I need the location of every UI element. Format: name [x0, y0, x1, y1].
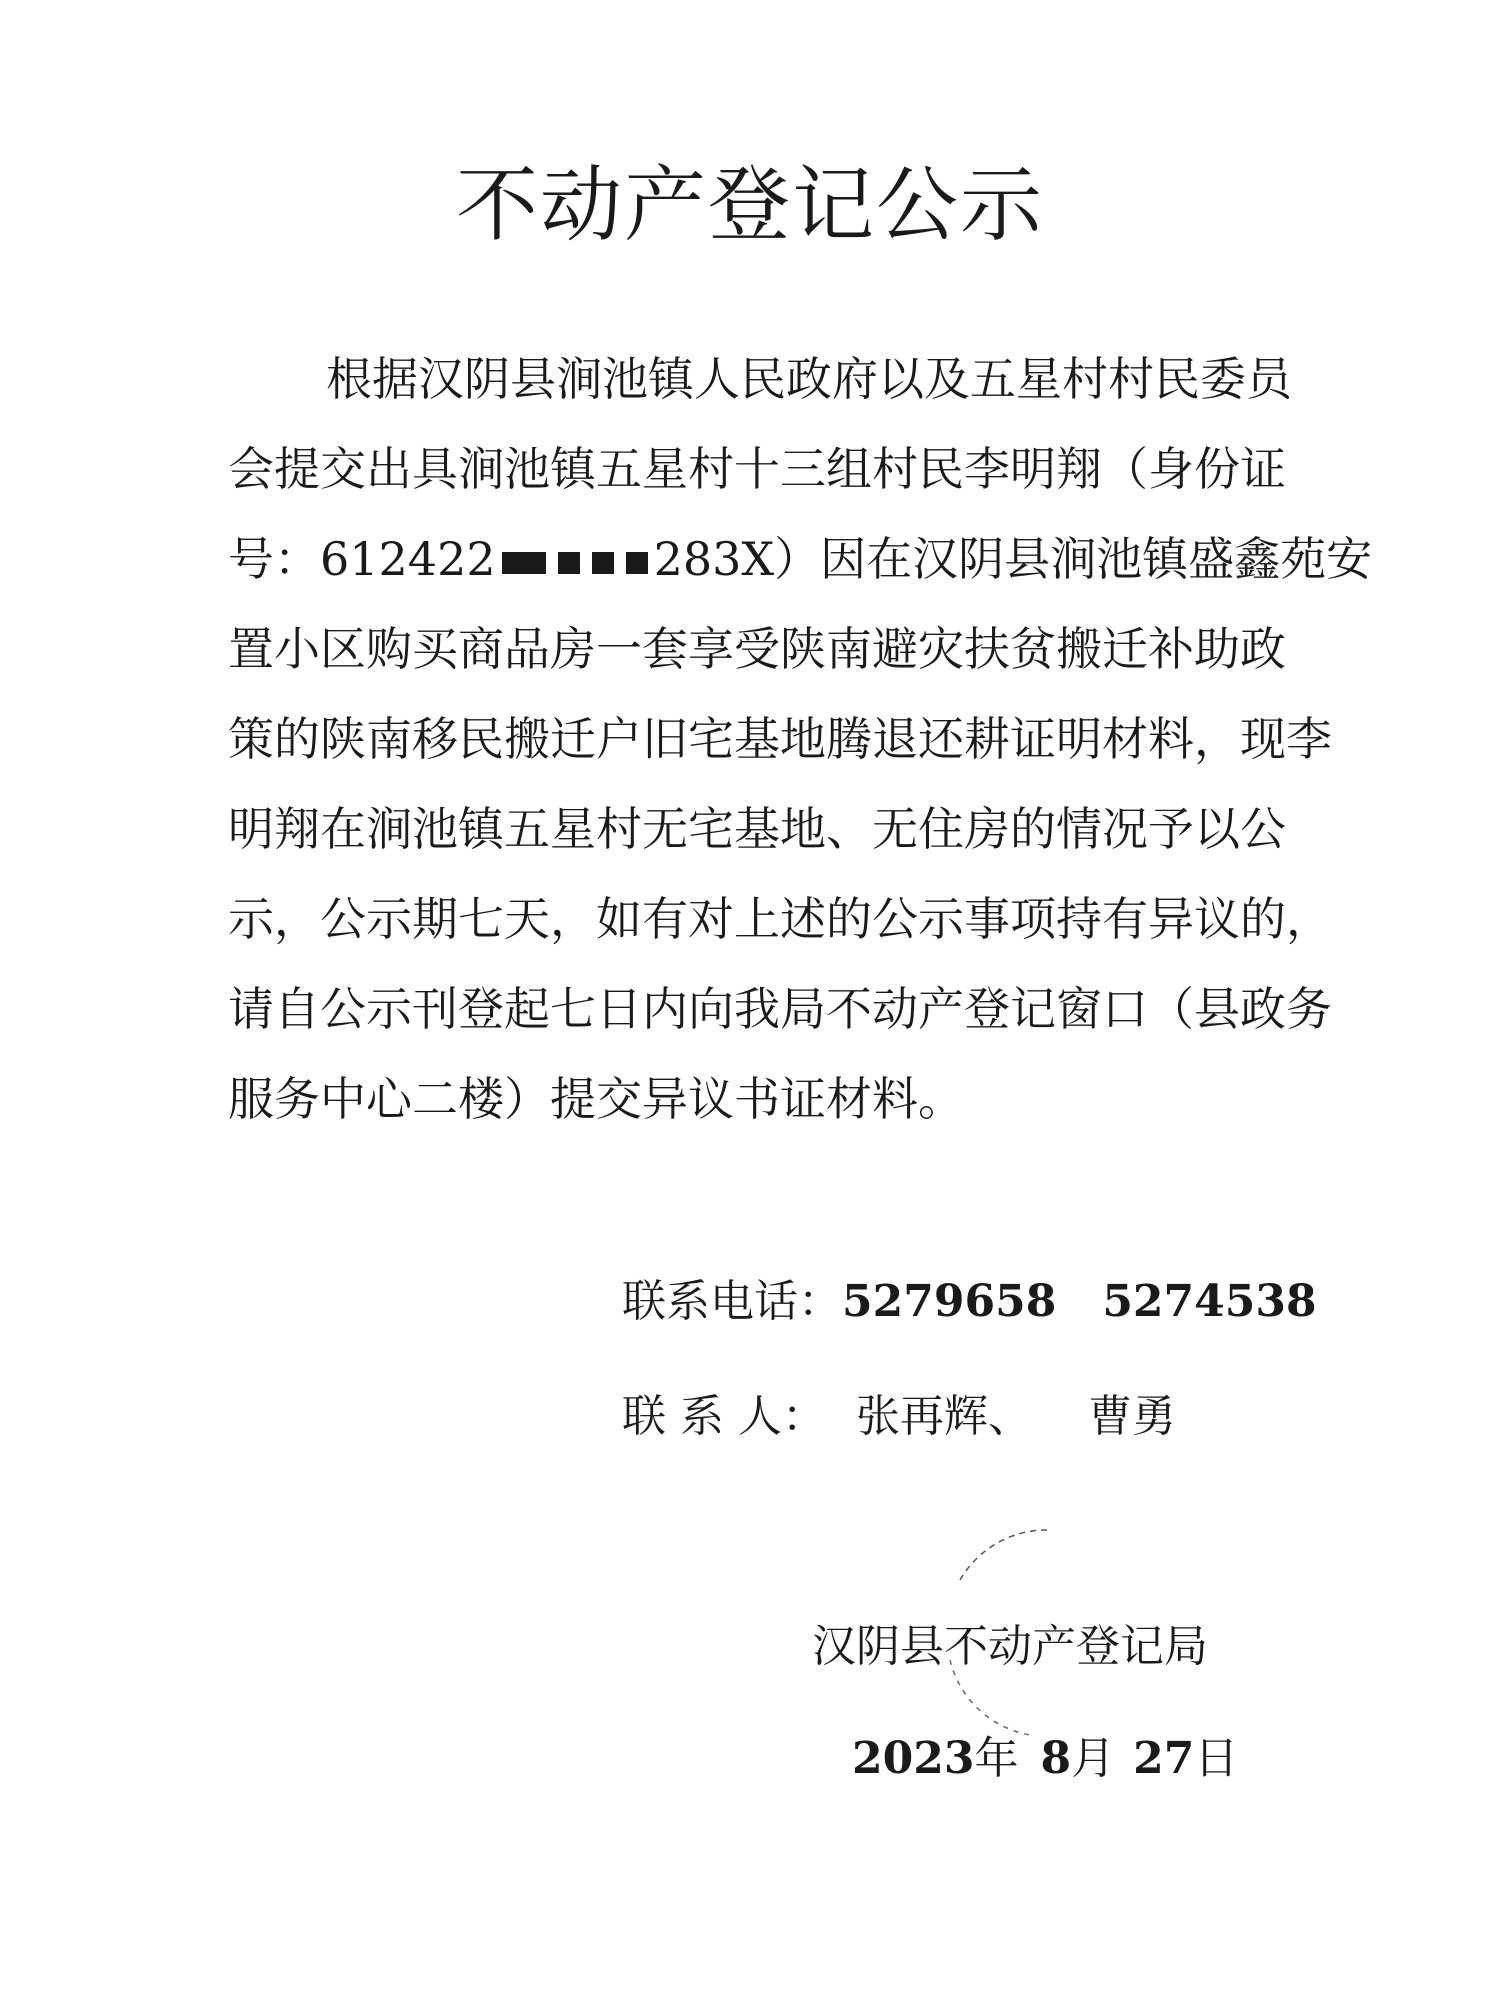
date-month: 8: [1040, 1733, 1072, 1784]
date-month-unit: 月: [1071, 1733, 1116, 1784]
contact-phone: [622, 1265, 1317, 1329]
contact-person-2: 曹勇: [1087, 1391, 1176, 1442]
body-line-2: 会提交出具涧池镇五星村十三组村民李明翔（身份证: [228, 442, 1286, 496]
date-year-unit: 年: [974, 1733, 1019, 1784]
id-number-prefix: 号：612422: [228, 532, 496, 586]
body-line-8: 请自公示刊登起七日内向我局不动产登记窗口（县政务: [228, 982, 1332, 1036]
contact-person: [622, 1380, 1176, 1444]
redaction-block: [558, 552, 580, 574]
phone-number-1: 5279658: [842, 1276, 1057, 1327]
body-line-3: [228, 530, 1372, 588]
contact-person-1: 张再辉、: [855, 1391, 1032, 1442]
redaction-block: [626, 552, 648, 574]
person-label: 联 系 人：: [622, 1391, 826, 1442]
phone-number-2: 5274538: [1102, 1276, 1317, 1327]
date-day: 27: [1133, 1733, 1195, 1784]
id-number-suffix: 283X）因在汉阴县涧池镇盛鑫苑安: [653, 532, 1373, 586]
body-line-6: 明翔在涧池镇五星村无宅基地、无住房的情况予以公: [228, 802, 1286, 856]
phone-label: 联系电话：: [622, 1276, 842, 1327]
body-line-1: 根据汉阴县涧池镇人民政府以及五星村村民委员: [326, 352, 1292, 406]
body-line-4: 置小区购买商品房一套享受陕南避灾扶贫搬迁补助政: [228, 622, 1286, 676]
redaction-block: [592, 552, 614, 574]
date-day-unit: 日: [1194, 1733, 1239, 1784]
document-title: 不动产登记公示: [455, 158, 1044, 253]
issuer-name: 汉阴县不动产登记局: [812, 1621, 1208, 1672]
date-year: 2023: [852, 1733, 975, 1784]
body-line-9: 服务中心二楼）提交异议书证材料。: [228, 1072, 964, 1126]
body-line-5: 策的陕南移民搬迁户旧宅基地腾退还耕证明材料，现李: [228, 712, 1332, 766]
issue-date: [852, 1722, 1238, 1786]
redaction-block: [502, 552, 546, 574]
body-line-7: 示，公示期七天，如有对上述的公示事项持有异议的，: [228, 892, 1332, 946]
